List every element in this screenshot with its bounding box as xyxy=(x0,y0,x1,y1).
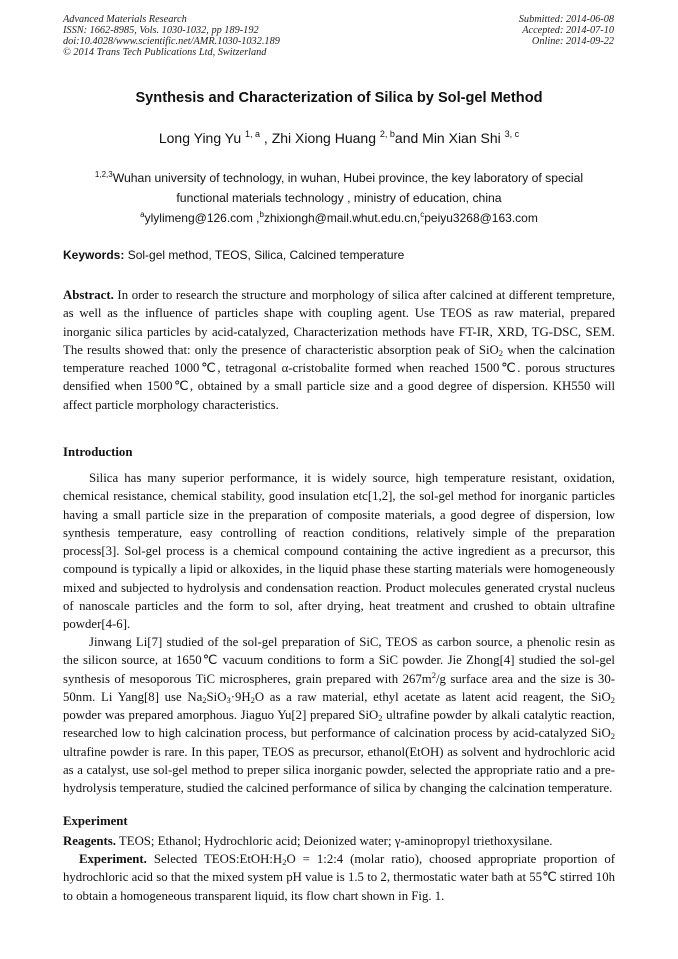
abstract-text-1: In order to research the structure and morphology of silica after calcined at different tempreture, as well as the influence of particles shape with coupling agent. Use TEOS as raw material, prepared inorganic silica particles by acid-catalyzed, Characterization methods have FT-IR, XRD, TG-DSC, SEM. The results showed that: only the presence of characteristic absorption peak of SiO xyxy=(63,288,615,357)
intro-p2-sub-5: 2 xyxy=(378,713,383,724)
intro-p2-text-h: ultrafine powder is rare. In this paper, TEOS as precursor, ethanol(EtOH) as solvent and hydrochloric acid as a catalyst, use sol-gel method to preper silica inorganic powder, selected the appropriate ratio and a pre-hydrolysis temperature, studied the calcined performance of silica by changing the calcination temperature. xyxy=(63,744,615,796)
author-3-affil: 3, c xyxy=(504,129,520,139)
email-c-marker: c xyxy=(420,210,425,219)
intro-p2-text-a: Jinwang Li[7] studied of the sol-gel preparation of SiC, TEOS as carbon source, a phenolic resin as the silicon source, at 1650℃ vacuum conditions to form a SiC powder. Jie Zhong[4] studied the sol-gel synthesis of mesoporous TiC microspheres, grain prepared with 267m xyxy=(63,635,615,686)
paper-title: Synthesis and Characterization of Silica by Sol-gel Method xyxy=(135,90,543,106)
intro-p2-text-c: SiO xyxy=(206,689,227,704)
intro-p2-text-b: /g surface area and the size is 30-50nm. Li Yang[8] use Na xyxy=(63,671,615,704)
author-2: , Zhi Xiong Huang xyxy=(260,130,376,146)
reagents-text: TEOS; Ethanol; Hydrochloric acid; Deionized water; γ-aminopropyl triethoxysilane. xyxy=(115,834,553,848)
affiliation xyxy=(0,165,678,208)
email-c: peiyu3268@163.com xyxy=(424,211,538,225)
experiment-heading: Experiment xyxy=(63,814,128,828)
reagents-paragraph xyxy=(63,832,615,850)
experiment-text-b: O = 1:2:4 (molar ratio), choosed appropriate proportion of hydrochloric acid so that the mixed system pH value is 1.5 to 2, thermostatic water bath at 55℃ stirred 10h to obtain a homogeneous transparent liquid, its flow chart shown in Fig. 1. xyxy=(63,852,616,903)
keywords-label: Keywords: xyxy=(63,248,125,262)
author-2-affil: 2, b xyxy=(379,129,395,139)
intro-p2-sup: 2 xyxy=(431,669,436,680)
submitted-date: Submitted: 2014-06-08 xyxy=(518,14,614,25)
doi-line: doi:10.4028/www.scientific.net/AMR.1030-1032.189 xyxy=(63,36,280,47)
affil-line-2: functional materials technology , ministry of education, china xyxy=(176,191,502,205)
abstract xyxy=(63,286,615,414)
intro-p2-text-d: ·9H xyxy=(230,689,251,704)
experiment-paragraph xyxy=(63,850,615,905)
email-a-marker: a xyxy=(140,210,145,219)
reagents-label: Reagents. xyxy=(63,834,116,848)
issn-line: ISSN: 1662-8985, Vols. 1030-1032, pp 189-192 xyxy=(63,25,259,36)
abstract-label: Abstract. xyxy=(63,288,114,302)
email-a: ylylimeng@126.com , xyxy=(144,211,260,225)
intro-paragraph-1: Silica has many superior performance, it is widely source, high temperature resistant, oxidation, chemical resistance, chemical stability, good insulation etc[1,2], the sol-gel method for inorganic particles having a small particle size in the preparation of composite materials, a good degree of dispersion, low synthesis temperature, easy controlling of reaction conditions, relatively simple of the preparation process[3]. Sol-gel process is a chemical compound containing the active ingredient as a precursor, this compound is typically a lipid or alkoxides, in the liquid phase these starting materials were homogeneously mixed and subjected to hydrolysis and condensation reaction. Product molecules generated crystal nucleus of nanoscale particles and the form to sol, after drying, heat treatment and crushed to obtain ultrafine powder[4-6]. xyxy=(63,471,615,632)
experiment-label: Experiment. xyxy=(79,852,147,866)
intro-paragraph-2 xyxy=(63,633,615,798)
intro-p2-text-g: ultrafine powder by alkali catalytic reaction, researched low to high calcination process, but performance of calcination process by acid-catalyzed SiO xyxy=(63,708,616,741)
keywords xyxy=(63,248,615,262)
email-list xyxy=(0,210,678,225)
author-list xyxy=(0,129,678,146)
online-date: Online: 2014-09-22 xyxy=(531,36,614,47)
intro-p2-sub-3: 2 xyxy=(250,694,255,705)
email-b: zhixiongh@mail.whut.edu.cn, xyxy=(263,211,421,225)
introduction-heading: Introduction xyxy=(63,445,133,459)
affil-marker: 1,2,3 xyxy=(94,170,113,179)
intro-p2-sub-4: 2 xyxy=(610,694,616,705)
author-3: and Min Xian Shi xyxy=(394,130,501,146)
abstract-sub: 2 xyxy=(498,347,504,358)
copyright-line: © 2014 Trans Tech Publications Ltd, Switzerland xyxy=(63,47,267,58)
journal-name: Advanced Materials Research xyxy=(63,14,187,25)
author-1: Long Ying Yu xyxy=(158,130,242,146)
email-b-marker: b xyxy=(259,210,264,219)
intro-p2-text-f: powder was prepared amorphous. Jiaguo Yu[2] prepared SiO xyxy=(63,708,379,723)
journal-info xyxy=(63,14,280,58)
date-info xyxy=(519,14,614,47)
intro-p2-sub-6: 2 xyxy=(610,731,615,742)
affil-line-1: Wuhan university of technology, in wuhan, Hubei province, the key laboratory of special xyxy=(112,171,584,185)
experiment-sub: 2 xyxy=(282,857,287,867)
author-1-affil: 1, a xyxy=(245,129,261,139)
abstract-text-2: when the calcination temperature reached 1000℃, tetragonal α-cristobalite formed when reached 1500℃. porous structures densified when 1500℃, obtained by a small particle size and a good degree of dispersion. KH550 will affect particle morphology characteristics. xyxy=(63,342,616,412)
experiment-text-a: Selected TEOS:EtOH:H xyxy=(146,852,283,866)
intro-p2-text-e: O as a raw material, ethyl acetate as latent acid reagent, the SiO xyxy=(254,689,611,704)
accepted-date: Accepted: 2014-07-10 xyxy=(522,25,614,36)
intro-p2-sub-2: 3 xyxy=(226,694,231,705)
intro-p2-sub-1: 2 xyxy=(202,694,207,705)
keywords-text: Sol-gel method, TEOS, Silica, Calcined temperature xyxy=(124,248,405,262)
